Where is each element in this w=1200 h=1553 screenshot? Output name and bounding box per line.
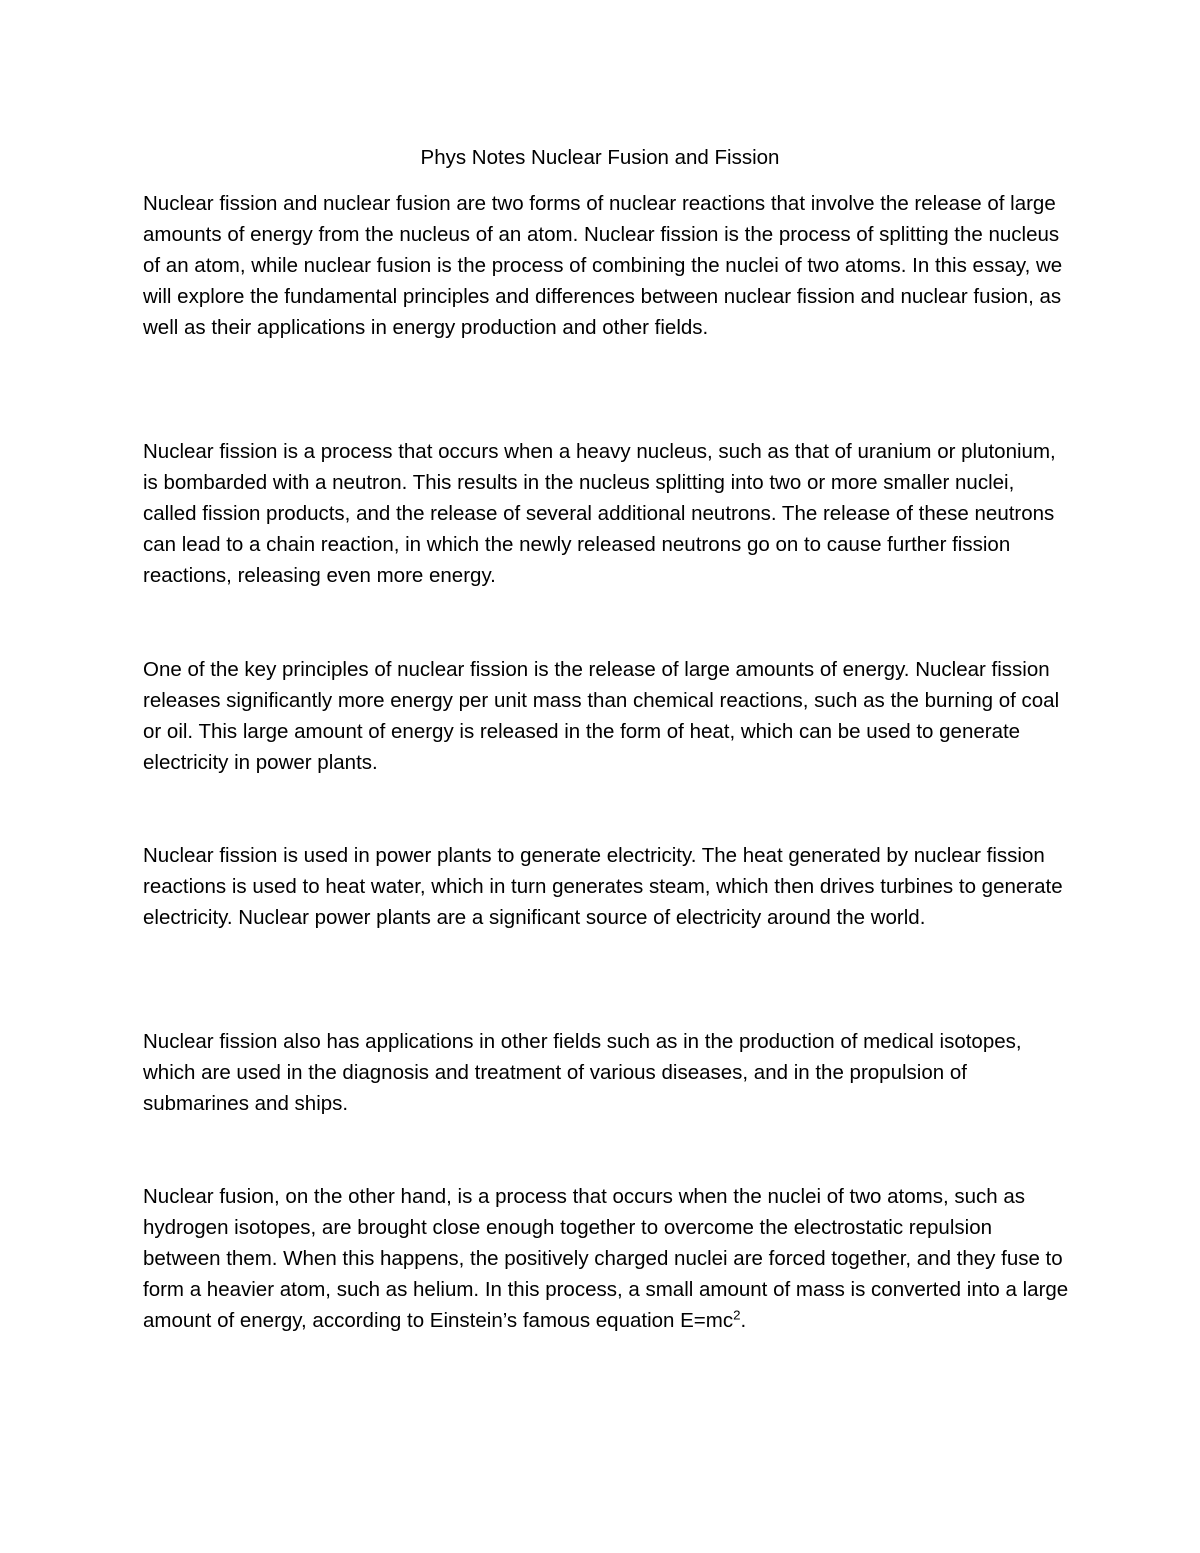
fusion-text: Nuclear fusion, on the other hand, is a process that occurs when the nuclei of two atoms, such as hydrogen isotopes, are brought close enough together to overcome the electrostatic repulsion between them. When this happens, the positively charged nuclei are forced together, and they fuse to form a heavier atom, such as helium. In this process, a small amount of mass is converted into a large amount of energy, according to Einstein’s famous equation E=mc [143,1185,1069,1332]
paragraph-fission-process: Nuclear fission is a process that occurs when a heavy nucleus, such as that of uranium or plutonium, is bombarded with a neutron. This results in the nucleus splitting into two or more smaller nuclei, called fission products, and the release of several additional neutrons. The release of these neutrons can lead to a chain reaction, in which the newly released neutrons go on to cause further fission reactions, releasing even more energy. [143,440,1056,587]
paragraph-fusion [143,1181,1073,1336]
paragraph-fission-energy: One of the key principles of nuclear fission is the release of large amounts of energy. Nuclear fission releases significantly more energy per unit mass than chemical reactions, such as the burning of coal or oil. This large amount of energy is released in the form of heat, which can be used to generate electricity in power plants. [143,658,1060,774]
paragraph-other-applications: Nuclear fission also has applications in other fields such as in the production of medical isotopes, which are used in the diagnosis and treatment of various diseases, and in the propulsion of submarines and ships. [143,1030,1022,1115]
fusion-period: . [740,1309,747,1332]
paragraph-introduction: Nuclear fission and nuclear fusion are two forms of nuclear reactions that involve the release of large amounts of energy from the nucleus of an atom. Nuclear fission is the process of splitting the nucleus of an atom, while nuclear fusion is the process of combining the nuclei of two atoms. In this essay, we will explore the fundamental principles and differences between nuclear fission and nuclear fusion, as well as their applications in energy production and other fields. [143,192,1063,339]
equation-exponent: 2 [733,1307,741,1323]
paragraph-power-plants: Nuclear fission is used in power plants to generate electricity. The heat generated by nuclear fission reactions is used to heat water, which in turn generates steam, which then drives turbines to generate electricity. Nuclear power plants are a significant source of electricity around the world. [143,844,1063,929]
document-title: Phys Notes Nuclear Fusion and Fission [420,146,780,169]
